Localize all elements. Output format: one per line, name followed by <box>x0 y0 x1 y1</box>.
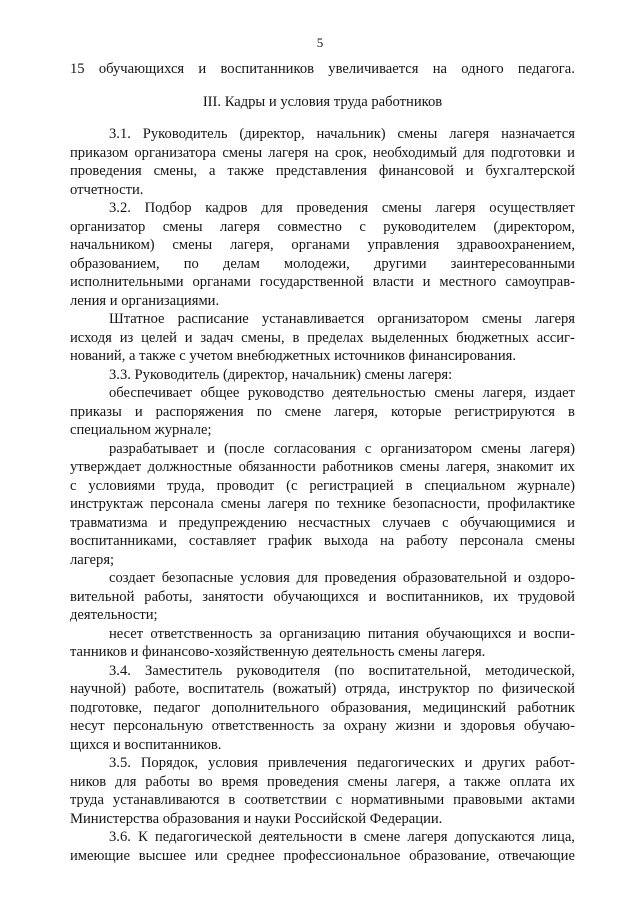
text-line: 3.6. К педагогической деятельности в смене лагеря допускаются лица, <box>109 829 575 845</box>
text-line: ления и организациями. <box>70 292 220 309</box>
text-line: начальником) смены лагеря, органами управления здравоохранением, <box>70 237 575 253</box>
text-line: утверждает должностные обязанности работников смены лагеря, знакомит их <box>70 459 575 475</box>
text-line: Министерства образования и науки Российской Федерации. <box>70 810 443 827</box>
text-line: ников для работы во время проведения смены лагеря, а также оплата их <box>70 773 575 790</box>
text-line: приказом организатора смены лагеря на срок, необходимый для подготовки и <box>70 144 575 161</box>
text-line: специальном журнале; <box>70 422 212 438</box>
text-line: 3.3. Руководитель (директор, начальник) смены лагеря: <box>109 366 453 383</box>
text-line: травматизма и предупреждению несчастных случаев с обучающимися и <box>70 514 575 531</box>
text-line: исполнительными органами государственной власти и местного самоуправ- <box>70 274 575 290</box>
text-line: разрабатывает и (после согласования с организатором смены лагеря) <box>109 440 575 457</box>
text-line: 3.4. Заместитель руководителя (по воспитательной, методической, <box>109 662 575 679</box>
text-line: нований, а также с учетом внебюджетных источников финансирования. <box>70 348 517 364</box>
text-line: научной) работе, воспитатель (вожатый) отряда, инструктор по физической <box>70 681 575 697</box>
text-line: с условиями труда, проводит (с регистрацией в специальном журнале) <box>70 477 575 494</box>
body-text <box>70 60 575 865</box>
text-line: образованием, по делам молодежи, другими заинтересованными <box>70 255 575 272</box>
text-line: имеющие высшее или среднее профессиональное образование, отвечающие <box>70 847 575 864</box>
text-line: воспитанниками, составляет график выхода на работу персонала смены <box>70 533 575 549</box>
text-line: щихся и воспитанников. <box>70 736 222 753</box>
text-line: Штатное расписание устанавливается организатором смены лагеря <box>109 311 575 327</box>
text-line: обеспечивает общее руководство деятельностью смены лагеря, издает <box>109 385 575 401</box>
text-line: проведения смены, а также представления финансовой и бухгалтерской <box>70 163 575 179</box>
text-line: создает безопасные условия для проведения образовательной и оздоро- <box>109 570 575 586</box>
text-line: организатор смены лагеря совместно с руководителем (директором, <box>70 218 575 235</box>
page-number: 5 <box>316 35 324 50</box>
section-heading: III. Кадры и условия труда работников <box>202 93 443 110</box>
text-line: приказы и распоряжения по смене лагеря, которые регистрируются в <box>70 403 575 420</box>
text-line: вительной работы, занятости обучающихся и воспитанников, их трудовой <box>70 588 575 605</box>
text-line: несут персональную ответственность за охрану жизни и здоровья обучаю- <box>70 718 575 734</box>
text-line: лагеря; <box>70 551 115 568</box>
text-line: отчетности. <box>70 181 144 198</box>
text-line: 3.1. Руководитель (директор, начальник) смены лагеря назначается <box>109 126 575 142</box>
text-line: труда устанавливаются в соответствии с нормативными правовыми актами <box>70 792 575 808</box>
text-line: инструктаж персонала смены лагеря по технике безопасности, профилактике <box>70 496 575 512</box>
text-line: 3.5. Порядок, условия привлечения педагогических и других работ- <box>109 755 575 771</box>
text-line: несет ответственность за организацию питания обучающихся и воспи- <box>109 625 575 642</box>
text-line: исходя из целей и задач смены, в пределах выделенных бюджетных ассиг- <box>70 329 575 346</box>
text-line: деятельности; <box>70 607 158 623</box>
text-line: танников и финансово-хозяйственную деятельность смены лагеря. <box>70 644 486 660</box>
text-line: подготовке, педагог дополнительного образования, медицинский работник <box>70 699 575 716</box>
text-line: 15 обучающихся и воспитанников увеличивается на одного педагога. <box>70 61 575 77</box>
text-line: 3.2. Подбор кадров для проведения смены лагеря осуществляет <box>109 200 575 216</box>
